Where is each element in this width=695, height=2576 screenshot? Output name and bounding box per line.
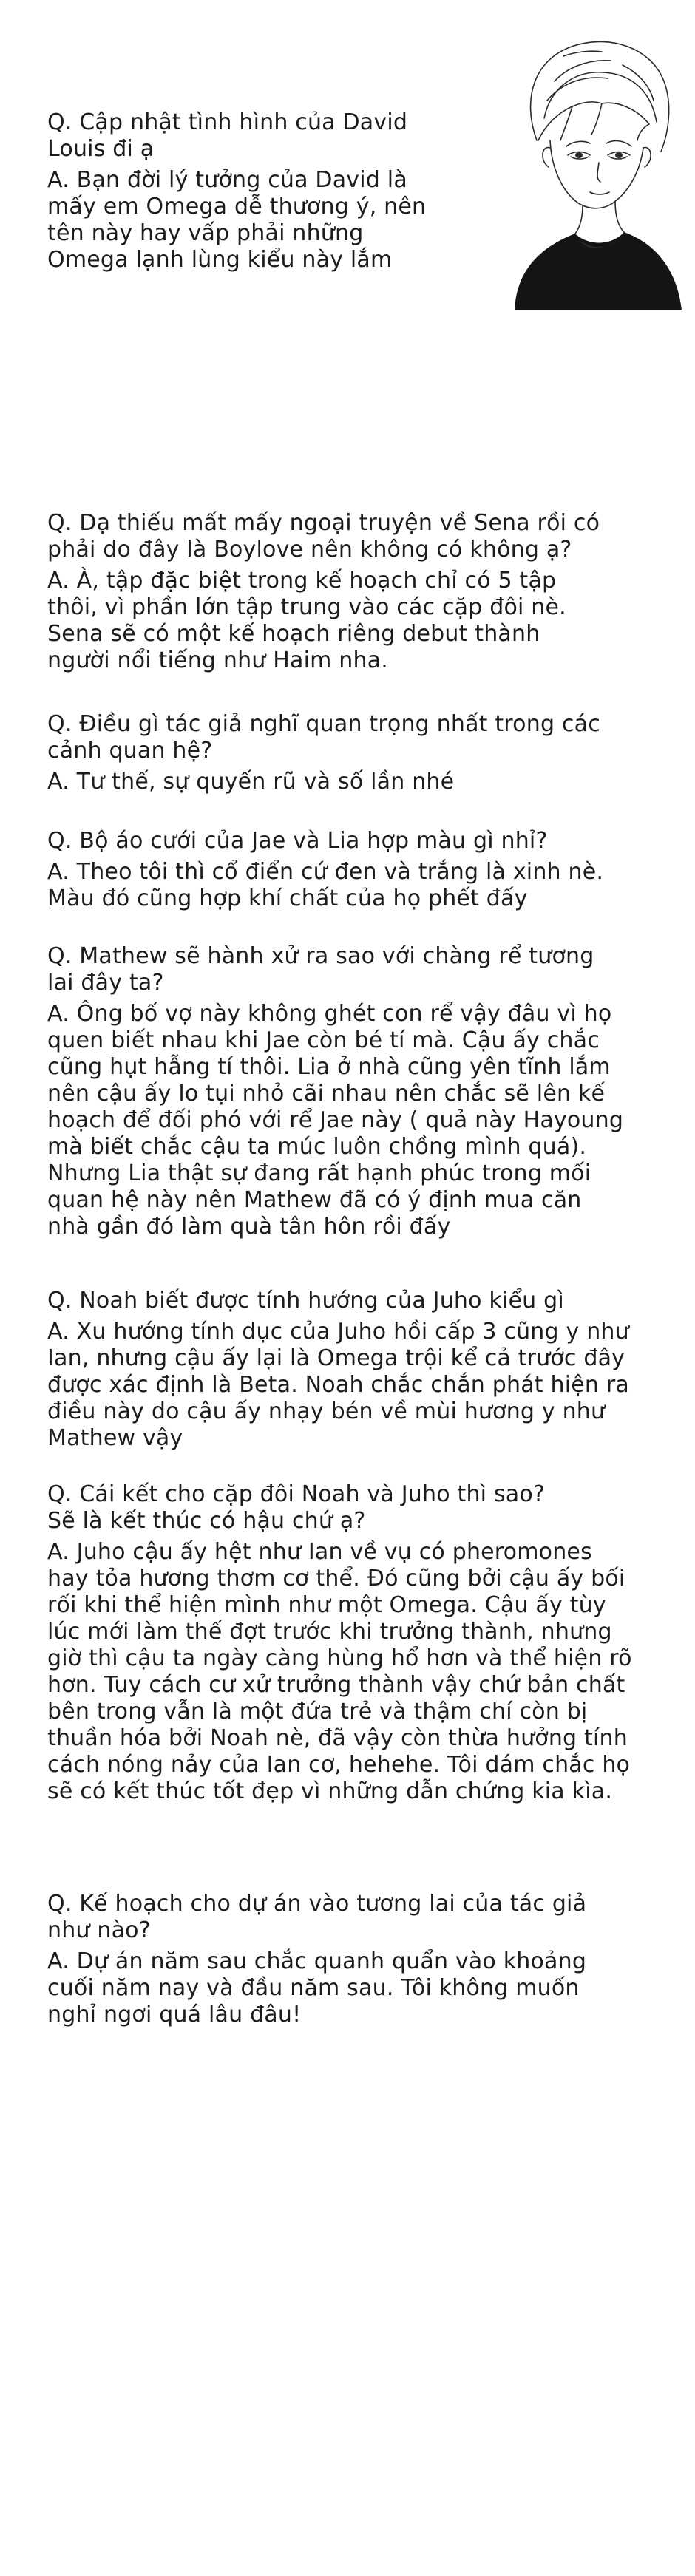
question-text: Q. Mathew sẽ hành xử ra sao với chàng rể tương lai đây ta? (47, 943, 594, 996)
qa-item-6 (47, 1288, 639, 1452)
answer-text: A. Juho cậu ấy hệt như Ian về vụ có pheromones hay tỏa hương thơm cơ thể. Đó cũng bởi cậu ấy bối rối khi thể hiện mình như một Omega. Cậu ấy tùy lúc mới làm thế đợt trước khi trưởng thành, nhưng giờ thì cậu ta ngày càng hùng hổ hơn và thể hiện rõ hơn. Tuy cách cư xử trưởng thành vậy chứ bản chất bên trong vẫn là một đứa trẻ và thậm chí còn bị thuần hóa bởi Noah nè, đã vậy còn thừa hưởng tính cách nóng nảy của Ian cơ, hehehe. Tôi dám chắc họ sẽ có kết thúc tốt đẹp vì những dẫn chứng kia kìa. (47, 1539, 632, 1804)
answer-text: A. Theo tôi thì cổ điển cứ đen và trắng là xinh nè. Màu đó cũng hợp khí chất của họ phết đấy (47, 859, 604, 911)
question-text: Q. Điều gì tác giả nghĩ quan trọng nhất trong các cảnh quan hệ? (47, 711, 600, 764)
qa-item-1 (47, 109, 639, 273)
question-text: Q. Dạ thiếu mất mấy ngoại truyện về Sena rồi có phải do đây là Boylove nên không có không ạ? (47, 510, 600, 563)
qa-item-4 (47, 828, 639, 912)
qa-item-5 (47, 943, 639, 1240)
question-text: Q. Noah biết được tính hướng của Juho kiểu gì (47, 1288, 564, 1314)
answer-text: A. Ông bố vợ này không ghét con rể vậy đâu vì họ quen biết nhau khi Jae còn bé tí mà. Cậu ấy chắc cũng hụt hẫng tí thôi. Lia ở nhà cũng yên tĩnh lắm nên cậu ấy lo tụi nhỏ cãi nhau nên chắc sẽ lên kế hoạch để đối phó với rể Jae này ( quả này Hayoung mà biết chắc cậu ta múc luôn chồng mình quá). Nhưng Lia thật sự đang rất hạnh phúc trong mối quan hệ này nên Mathew đã có ý định mua căn nhà gần đó làm quà tân hôn rồi đấy (47, 1001, 624, 1240)
answer-text: A. Bạn đời lý tưởng của David là mấy em Omega dễ thương ý, nên tên này hay vấp phải những Omega lạnh lùng kiểu này lắm (47, 167, 427, 273)
qa-item-8 (47, 1891, 639, 2028)
qa-item-3 (47, 711, 639, 795)
qa-item-2 (47, 510, 639, 674)
qa-item-7 (47, 1481, 639, 1805)
question-text: Q. Bộ áo cưới của Jae và Lia hợp màu gì nhỉ? (47, 828, 548, 854)
answer-text: A. Tư thế, sự quyến rũ và số lần nhé (47, 769, 455, 795)
answer-text: A. À, tập đặc biệt trong kế hoạch chỉ có 5 tập thôi, vì phần lớn tập trung vào các cặp đôi nè. Sena sẽ có một kế hoạch riêng debut thành người nổi tiếng như Haim nha. (47, 568, 566, 673)
question-text: Q. Cái kết cho cặp đôi Noah và Juho thì sao? Sẽ là kết thúc có hậu chứ ạ? (47, 1481, 546, 1534)
answer-text: A. Xu hướng tính dục của Juho hồi cấp 3 cũng y như Ian, nhưng cậu ấy lại là Omega trội kể cả trước đây được xác định là Beta. Noah chắc chắn phát hiện ra điều này do cậu ấy nhạy bén về mùi hương y như Mathew vậy (47, 1319, 629, 1451)
question-text: Q. Cập nhật tình hình của David Louis đi ạ (47, 109, 408, 162)
answer-text: A. Dự án năm sau chắc quanh quẩn vào khoảng cuối năm nay và đầu năm sau. Tôi không muốn nghỉ ngơi quá lâu đâu! (47, 1948, 587, 2028)
question-text: Q. Kế hoạch cho dự án vào tương lai của tác giả như nào? (47, 1891, 587, 1943)
